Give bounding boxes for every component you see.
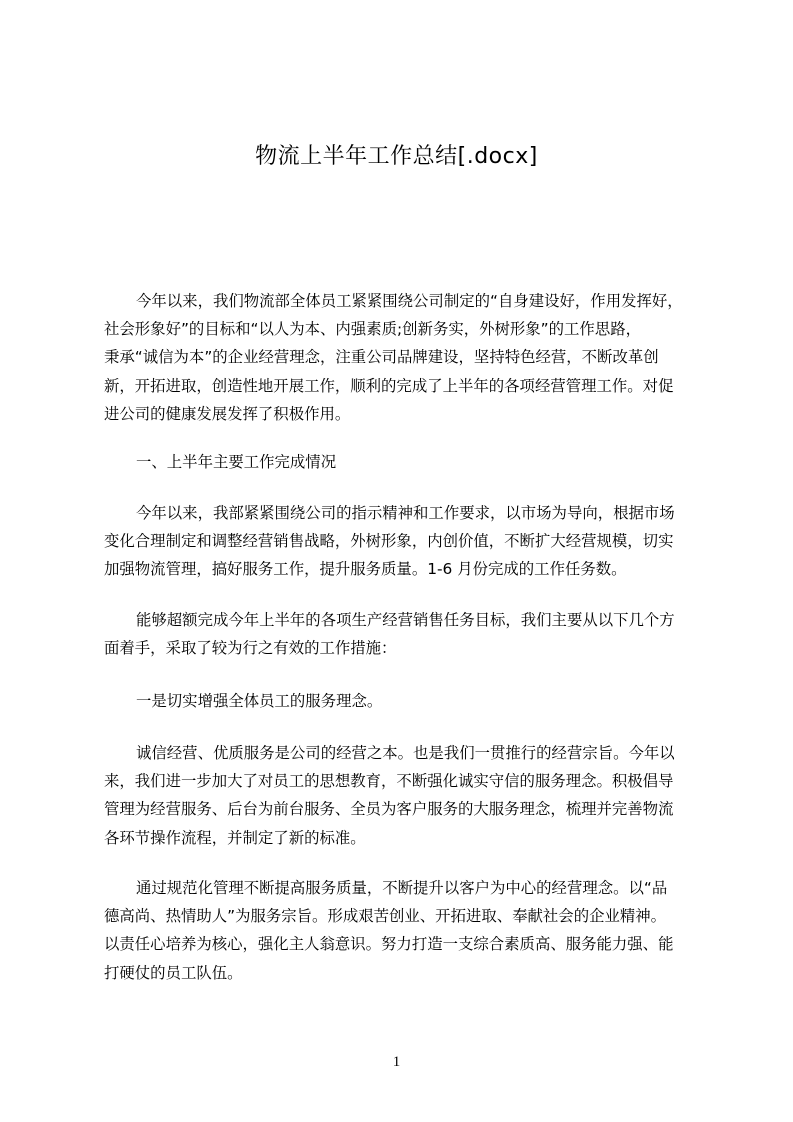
subsection-heading: 一是切实增强全体员工的服务理念。 [136,692,383,710]
text-line: 诚信经营、优质服务是公司的经营之本。也是我们一贯推行的经营宗旨。今年以 [136,744,675,762]
text-line: 新，开拓进取，创造性地开展工作，顺利的完成了上半年的各项经营管理工作。对促 [104,376,674,395]
paragraph-service-concept [104,739,700,852]
text-line: 打硬仗的员工队伍。 [104,963,243,982]
paragraph-measures [104,606,700,662]
text-line: 秉承“诚信为本”的企业经营理念，注重公司品牌建设，坚持特色经营，不断改革创 [104,348,659,367]
paragraph-work-status [104,499,700,584]
text-line: 以责任心培养为核心，强化主人翁意识。努力打造一支综合素质高、服务能力强、能 [104,935,674,954]
text-line: 德高尚、热情助人”为服务宗旨。形成艰苦创业、开拓进取、奉献社会的企业精神。 [104,907,667,926]
text-line: 来，我们进一步加大了对员工的思想教育，不断强化诚实守信的服务理念。积极倡导 [104,772,674,791]
paragraph-intro [104,287,700,428]
text-line: 能够超额完成今年上半年的各项生产经营销售任务目标，我们主要从以下几个方 [136,611,675,629]
section-heading: 一、上半年主要工作完成情况 [136,453,337,471]
document-title: 物流上半年工作总结[.docx] [255,144,538,169]
text-line: 管理为经营服务、后台为前台服务、全员为客户服务的大服务理念，梳理并完善物流 [104,800,674,819]
text-line: 面着手，采取了较为行之有效的工作措施： [104,639,397,658]
text-line: 通过规范化管理不断提高服务质量，不断提升以客户为中心的经营理念。以“品 [136,879,668,897]
text-line: 进公司的健康发展发挥了积极作用。 [104,404,351,423]
text-line: 变化合理制定和调整经营销售战略，外树形象，内创价值，不断扩大经营规模，切实 [104,532,674,551]
page-number: 1 [392,1054,401,1070]
text-line: 社会形象好”的目标和“以人为本、内强素质;创新务实，外树形象”的工作思路， [104,320,641,339]
text-line: 今年以来，我部紧紧围绕公司的指示精神和工作要求，以市场为导向，根据市场 [136,504,675,522]
text-line: 加强物流管理，搞好服务工作，提升服务质量。1-6 月份完成的工作任务数。 [104,560,627,579]
text-line: 今年以来，我们物流部全体员工紧紧围绕公司制定的“自身建设好，作用发挥好， [136,292,683,310]
text-line: 各环节操作流程，并制定了新的标准。 [104,828,366,847]
paragraph-service-quality [104,874,700,987]
